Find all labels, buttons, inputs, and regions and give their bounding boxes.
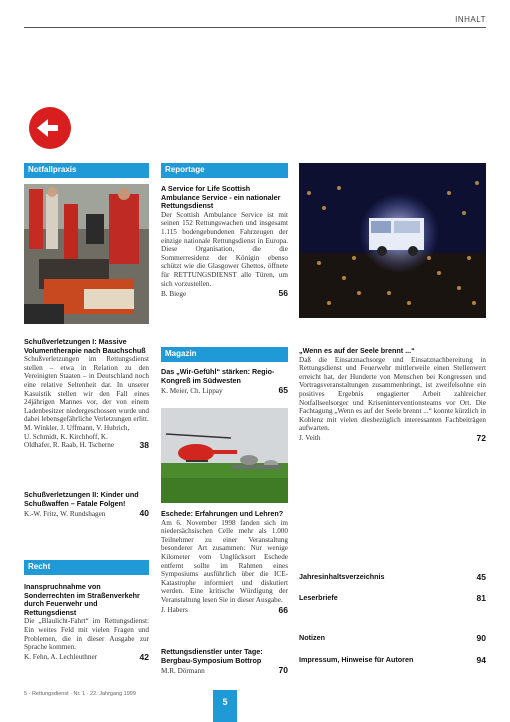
article-authors: M. Winkler, J. Uffmann, V. Hubrich, U. Schmidt, K. Kirchhoff, K. Oldhafer, R. Raab, H. Tscherne — [24, 423, 130, 450]
toc-label: Impressum, Hinweise für Autoren — [299, 655, 414, 665]
toc-entry-notizen[interactable] — [299, 633, 486, 643]
article-authors: B. Biege — [161, 289, 187, 298]
article-body: Daß die Einsatznachsorge und Einsatznachbereitung in Rettungsdienst und Feuerwehr mittlerweile einen Stellenwert erreicht hat, der Hunderte von Menschen bei Kongressen und Vortragsveranstaltungen zusammenbringt, ist zweifelsohne ein positives Ergebnis engagierter Arbeit zahlreicher Notfallseelsorger und Kriseninterventionsteams vor Ort. Die Fachtagung „Wenn es auf der Seele brennt ...“ konnte kürzlich in Koblenz mit vielen diesbezüglich interessanten Fachbeiträgen aufwarten. — [299, 355, 486, 433]
section-rule — [161, 177, 288, 178]
article-page: 72 — [476, 432, 486, 443]
section-bar-magazin: Magazin — [161, 347, 288, 361]
article-body: Der Scottish Ambulance Service ist mit seinen 152 Rettungswachen und insgesamt 1.115 bodengebundenen Fahrzeugen der einzige nationale Rettungsdienst in Europa. Diese Organisation, die die Sommerresidenz der Königin ebenso schützt wie die Glasgower Ghettos, öffnete für RETTUNGSDIENST alle Türen, um sich vorzustellen. — [161, 210, 288, 288]
article-schussverletzungen-1[interactable] — [24, 338, 149, 450]
article-title: Schußverletzungen II: Kinder und Schußwaffen – Fatale Folgen! — [24, 490, 139, 508]
article-title: A Service for Life Scottish Ambulance Service - ein nationaler Rettungsdienst — [161, 184, 281, 211]
toc-page: 94 — [476, 655, 486, 665]
article-title: Rettungsdienstler unter Tage: Bergbau-Symposium Bottrop — [161, 647, 263, 665]
arrow-left-icon[interactable] — [28, 106, 72, 150]
article-seele-brennt[interactable] — [299, 347, 486, 443]
photo-crowd-night — [299, 163, 486, 318]
article-page: 65 — [278, 385, 288, 396]
photo-emergency-scene — [24, 184, 149, 324]
toc-entry-jahresinhaltsverzeichnis[interactable] — [299, 572, 486, 582]
article-page: 56 — [278, 288, 288, 299]
article-title: Inanspruchnahme von Sonderrechten im Straßenverkehr durch Feuerwehr und Rettungsdienst — [24, 582, 140, 617]
article-title: Schußverletzungen I: Massive Volumentherapie nach Bauchschuß — [24, 337, 146, 355]
section-rule — [24, 177, 149, 178]
section-rule — [161, 361, 288, 362]
article-body: Am 6. November 1998 fanden sich im niedersächsischen Celle mehr als 1.000 Teilnehmer zu einer Veranstaltung besonderer Art zusammen: Nur wenige Kilometer vom Unglücksort Eschede entfernt sollte im Rahmen eines Symposiums ausführlich über die ICE-Katastrophe informiert und diskutiert werden. Eine kritische Würdigung der Veranstaltung lesen Sie in dieser Ausgabe. — [161, 518, 288, 604]
toc-entry-impressum[interactable] — [299, 655, 486, 665]
footer-page-number: 5 — [213, 690, 237, 722]
article-schussverletzungen-2[interactable] — [24, 491, 149, 518]
article-page: 70 — [278, 665, 288, 676]
section-bar-notfallpraxis: Notfallpraxis — [24, 163, 149, 177]
article-page: 38 — [139, 439, 149, 450]
article-bergbau[interactable] — [161, 648, 288, 675]
toc-page: 81 — [476, 593, 486, 603]
photo-helicopters — [161, 408, 288, 503]
article-title: Das „Wir-Gefühl“ stärken: Regio-Kongreß im Südwesten — [161, 367, 275, 385]
article-authors: M.R. Dörmann — [161, 666, 205, 675]
article-page: 66 — [278, 604, 288, 615]
article-sonderrechte[interactable] — [24, 583, 149, 662]
article-body: Die „Blaulicht-Fahrt“ im Rettungsdienst: Ein weites Feld mit vielen Fragen und Problemen, die in dieser Ausgabe zur Sprache kommen. — [24, 617, 149, 652]
article-eschede[interactable] — [161, 510, 288, 615]
header-rule — [24, 27, 486, 28]
article-authors: K. Fehn, A. Lechleuthner — [24, 653, 98, 662]
toc-entry-leserbriefe[interactable] — [299, 593, 486, 603]
section-header: INHALT — [455, 15, 486, 24]
toc-label: Leserbriefe — [299, 593, 338, 603]
section-bar-reportage: Reportage — [161, 163, 288, 177]
article-title: „Wenn es auf der Seele brennt ...“ — [299, 346, 415, 355]
section-rule — [24, 574, 149, 575]
article-title: Eschede: Erfahrungen und Lehren? — [161, 509, 284, 518]
footer-journal-info: 5 · Rettungsdienst · Nr. 1 · 22. Jahrgang 1999 — [24, 691, 136, 697]
article-authors: J. Habers — [161, 605, 188, 614]
toc-page: 90 — [476, 633, 486, 643]
article-wir-gefuehl[interactable] — [161, 368, 288, 395]
article-scottish-ambulance[interactable] — [161, 185, 288, 298]
article-page: 40 — [139, 508, 149, 519]
toc-label: Jahresinhaltsverzeichnis — [299, 572, 385, 582]
article-page: 42 — [139, 651, 149, 662]
section-bar-recht: Recht — [24, 560, 149, 574]
article-authors: K.-W. Fritz, W. Rundshagen — [24, 509, 106, 518]
toc-page: 45 — [476, 572, 486, 582]
toc-label: Notizen — [299, 633, 325, 643]
article-body: Schußverletzungen im Rettungsdienst stellen – etwa in Relation zu den Vereinigten Staaten – in Deutschland noch eine relative Seltenheit dar. In unserer Kasuistik stellen wir den Fall eines 24jährigen Mannes vor, der von einem Ladenbesitzer niedergeschossen wurde und dabei lebensgefährliche Verletzungen erlitt. — [24, 355, 149, 424]
article-authors: J. Veith — [299, 434, 321, 443]
article-authors: K. Meier, Ch. Lippay — [161, 386, 223, 395]
